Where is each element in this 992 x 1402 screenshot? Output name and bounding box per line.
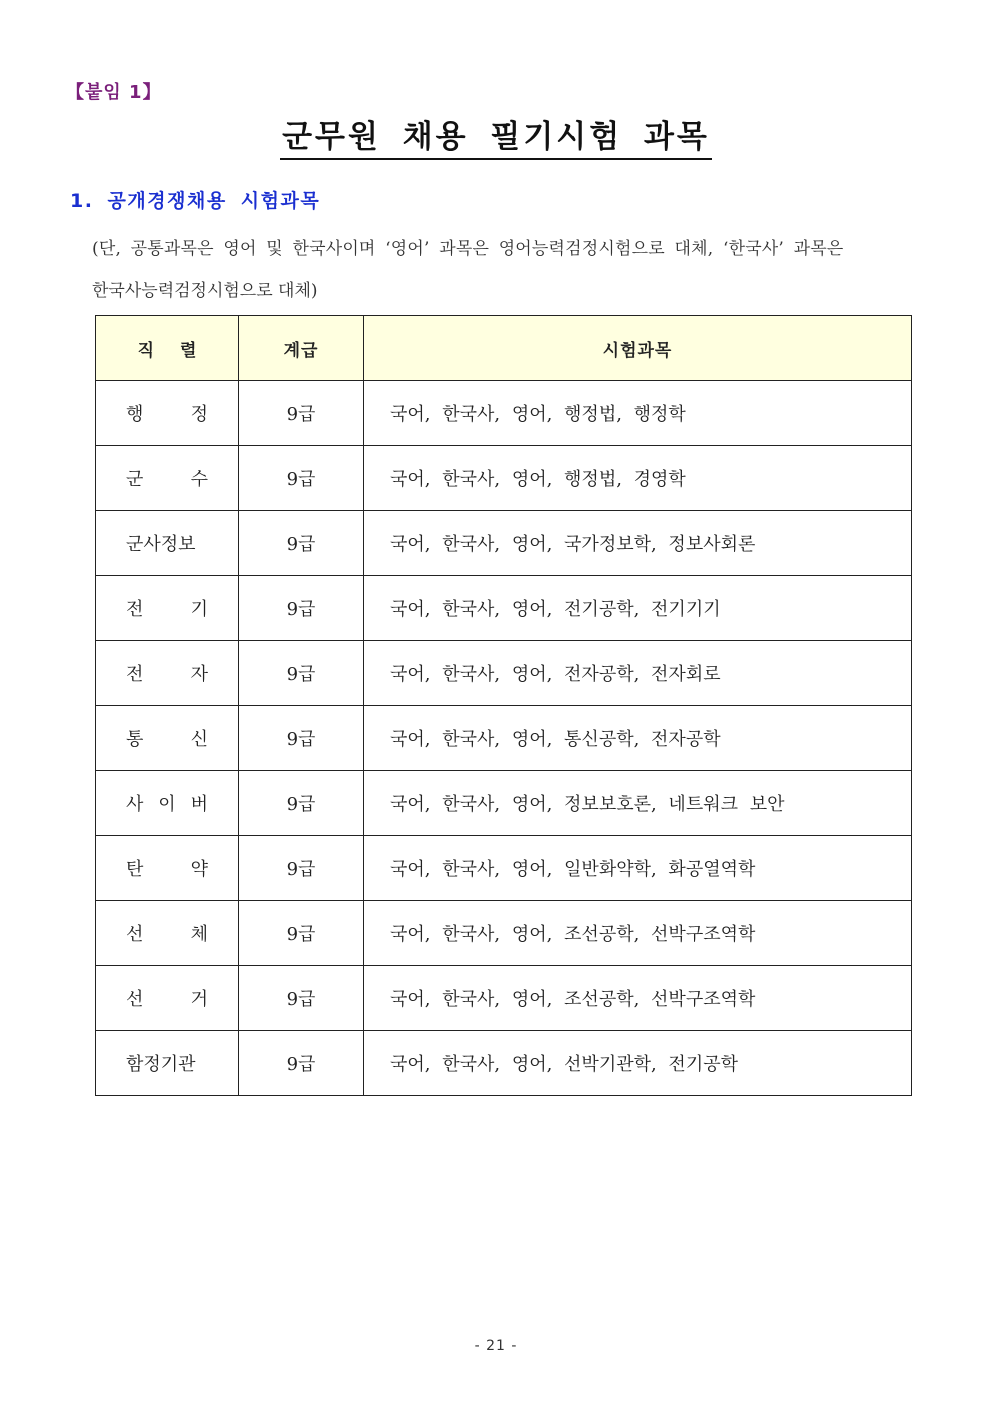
table-body: [96, 381, 912, 1096]
header-position-text: 직렬: [137, 340, 223, 361]
attachment-label: 【붙임 1】: [66, 82, 162, 103]
cell-subjects: 국어, 한국사, 영어, 조선공학, 선박구조역학: [364, 966, 912, 1031]
cell-subjects: 국어, 한국사, 영어, 행정법, 행정학: [364, 381, 912, 446]
header-position: [96, 316, 239, 381]
cell-subjects: 국어, 한국사, 영어, 행정법, 경영학: [364, 446, 912, 511]
table-row: [96, 576, 912, 641]
cell-position: [96, 836, 239, 901]
cell-position: [96, 706, 239, 771]
page-title: 군무원 채용 필기시험 과목: [280, 120, 712, 160]
cell-position: [96, 966, 239, 1031]
table-header-row: [96, 316, 912, 381]
cell-grade: 9급: [239, 511, 364, 576]
position-text: 사 이 버: [126, 794, 208, 815]
note-paragraph: [92, 228, 922, 312]
position-text: 군 수: [126, 469, 208, 490]
table-row: [96, 446, 912, 511]
position-text: 행 정: [126, 404, 208, 425]
cell-grade: 9급: [239, 1031, 364, 1096]
position-text: 선 거: [126, 989, 208, 1010]
cell-subjects: 국어, 한국사, 영어, 일반화약학, 화공열역학: [364, 836, 912, 901]
cell-subjects: 국어, 한국사, 영어, 전기공학, 전기기기: [364, 576, 912, 641]
cell-grade: 9급: [239, 641, 364, 706]
header-subjects: 시험과목: [364, 316, 912, 381]
cell-subjects: 국어, 한국사, 영어, 정보보호론, 네트워크 보안: [364, 771, 912, 836]
cell-position: [96, 511, 239, 576]
position-text: 탄 약: [126, 859, 208, 880]
note-line-2: 한국사능력검정시험으로 대체): [92, 281, 318, 301]
table-row: [96, 381, 912, 446]
position-text: 선 체: [126, 924, 208, 945]
cell-grade: 9급: [239, 966, 364, 1031]
table-row: [96, 511, 912, 576]
table-row: [96, 966, 912, 1031]
cell-subjects: 국어, 한국사, 영어, 통신공학, 전자공학: [364, 706, 912, 771]
exam-subjects-table: [95, 315, 912, 1096]
cell-position: [96, 901, 239, 966]
cell-grade: 9급: [239, 706, 364, 771]
cell-grade: 9급: [239, 836, 364, 901]
cell-grade: 9급: [239, 576, 364, 641]
page-number: - 21 -: [474, 1338, 518, 1354]
cell-position: [96, 641, 239, 706]
title-container: [0, 120, 992, 160]
cell-position: [96, 576, 239, 641]
table-row: [96, 1031, 912, 1096]
table-row: [96, 771, 912, 836]
cell-grade: 9급: [239, 901, 364, 966]
note-line-1: (단, 공통과목은 영어 및 한국사이며 ‘영어’ 과목은 영어능력검정시험으로 대체, ‘한국사’ 과목은: [92, 239, 844, 259]
cell-subjects: 국어, 한국사, 영어, 선박기관학, 전기공학: [364, 1031, 912, 1096]
cell-subjects: 국어, 한국사, 영어, 국가정보학, 정보사회론: [364, 511, 912, 576]
position-text: 통 신: [126, 729, 208, 750]
cell-grade: 9급: [239, 771, 364, 836]
cell-subjects: 국어, 한국사, 영어, 전자공학, 전자회로: [364, 641, 912, 706]
cell-position: [96, 771, 239, 836]
cell-position: [96, 381, 239, 446]
position-text: 함정기관: [126, 1054, 196, 1075]
cell-position: [96, 446, 239, 511]
position-text: 군사정보: [126, 534, 196, 555]
cell-position: [96, 1031, 239, 1096]
cell-subjects: 국어, 한국사, 영어, 조선공학, 선박구조역학: [364, 901, 912, 966]
table-row: [96, 836, 912, 901]
cell-grade: 9급: [239, 381, 364, 446]
table-row: [96, 641, 912, 706]
section-heading: 1. 공개경쟁채용 시험과목: [70, 190, 321, 212]
position-text: 전 자: [126, 664, 208, 685]
table-row: [96, 706, 912, 771]
position-text: 전 기: [126, 599, 208, 620]
header-grade: 계급: [239, 316, 364, 381]
table-row: [96, 901, 912, 966]
cell-grade: 9급: [239, 446, 364, 511]
